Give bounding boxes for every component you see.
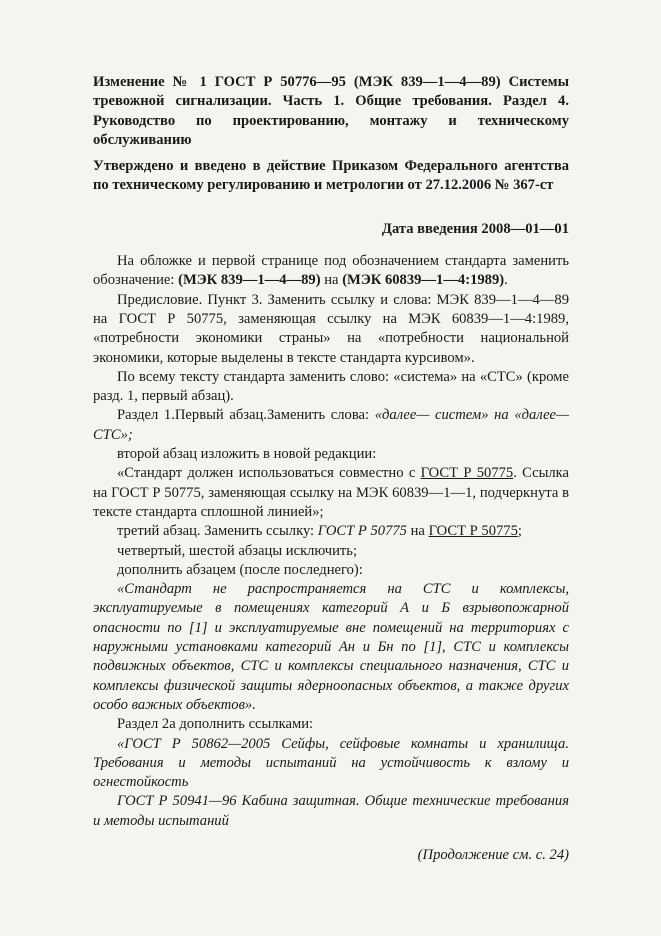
text: Раздел 1.Первый абзац.Заменить слова: [117, 407, 375, 424]
paragraph-fourth: четвертый, шестой абзацы исключить; [117, 542, 358, 559]
text: . [504, 272, 508, 289]
continuation-note: (Продолжение см. с. 24) [417, 846, 569, 863]
approval-statement: Утверждено и введено в действие Приказом Федерального агентства по техническому регулированию и метрологии от 27.12.2006 № 367-ст [93, 158, 569, 194]
paragraph-second: второй абзац изложить в новой редакции: [117, 446, 377, 463]
paragraph-section-2a: Раздел 2а дополнить ссылками: [117, 716, 314, 733]
old-designation: (МЭК 839—1—4—89) [178, 272, 321, 289]
text: . Ссылка на ГОСТ Р 50775, заменяющая ссылку на МЭК 60839—1—1, подчеркнута в тексте стандарта сплошной линией»; [93, 465, 569, 520]
text: ; [517, 523, 522, 540]
paragraph-throughout: По всему тексту стандарта заменить слово: «система» на «СТС» (кроме разд. 1, первый абзац). [93, 368, 569, 405]
paragraph-third [93, 522, 569, 541]
paragraph-scope-quote: «Стандарт не распространяется на СТС и комплексы, эксплуатируемые в помещениях категорий А и Б взрывопожарной опасности по [1] и эксплуатируемые вне помещений на территориях с наружными установками категорий Ан и Бн по [1], СТС и комплексы подвижных объектов, СТС и комплексы специального назначения, СТС и комплексы физической защиты ядерноопасных объектов, а также других особо важных объектов». [93, 581, 569, 713]
italic-reference: ГОСТ Р 50775 [317, 523, 407, 540]
paragraph-section-1 [93, 406, 569, 445]
underlined-reference: ГОСТ Р 50775 [420, 465, 514, 482]
paragraph-quote-standard [93, 464, 569, 522]
text: «Стандарт должен использоваться совместно с [117, 465, 421, 482]
amendment-title: Изменение № 1 ГОСТ Р 50776—95 (МЭК 839—1—4—89) Системы тревожной сигнализации. Часть 1. Общие требования. Раздел 4. Руководство по проектированию, монтажу и техническому обслуживанию [93, 74, 569, 148]
paragraph-preface: Предисловие. Пункт 3. Заменить ссылку и слова: МЭК 839—1—4—89 на ГОСТ Р 50775, заменяющая ссылку на МЭК 60839—1—4:1989, «потребности экономики страны» на «потребности национальной экономики, которые выделены в тексте стандарта курсивом». [93, 291, 569, 366]
reference-gost-50862: «ГОСТ Р 50862—2005 Сейфы, сейфовые комнаты и хранилища. Требования и методы испытаний на устойчивость к взлому и огнестойкость [93, 735, 569, 791]
text: на [406, 523, 429, 540]
underlined-reference: ГОСТ Р 50775 [428, 523, 518, 540]
text: третий абзац. Заменить ссылку: [117, 523, 318, 540]
text: На обложке и первой странице под обозначением стандарта заменить обозначение: [93, 253, 569, 289]
text: на [320, 272, 343, 289]
document-content [93, 73, 569, 865]
paragraph-cover [93, 252, 569, 291]
paragraph-append: дополнить абзацем (после последнего): [117, 561, 363, 578]
new-designation: (МЭК 60839—1—4:1989) [342, 272, 505, 289]
replacement-words: «далее— систем» на «далее— СТС»; [93, 407, 570, 443]
effective-date: Дата введения 2008—01—01 [381, 220, 569, 237]
reference-gost-50941: ГОСТ Р 50941—96 Кабина защитная. Общие технические требования и методы испытаний [93, 793, 569, 829]
